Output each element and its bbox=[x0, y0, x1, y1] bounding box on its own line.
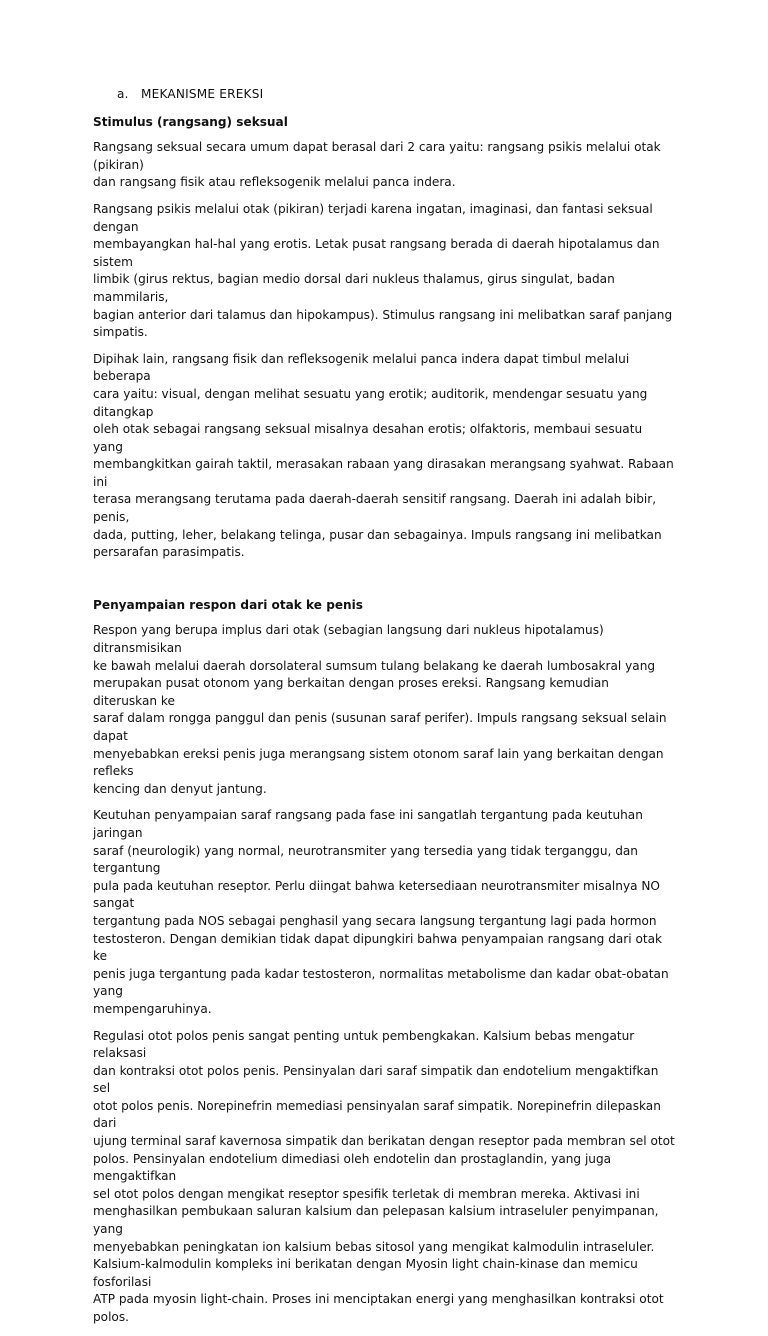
paragraph: Keutuhan penyampaian saraf rangsang pada fase ini sangatlah tergantung pada keutuhan jaringan saraf (neurologik) yang normal, neurotransmiter yang tersedia yang tidak terganggu, dan tergantung pula pada keutuhan reseptor. Perlu diingat bahwa ketersediaan neurotransmiter misalnya NO sangat tergantung pada NOS sebagai penghasil yang secara langsung tergantung lagi pada hormon testosteron. Dengan demikian tidak dapat dipungkiri bahwa penyampaian rangsang dari otak ke penis juga tergantung pada kadar testosteron, normalitas metabolisme dan kadar obat-obatan yang mempengaruhinya. bbox=[93, 808, 669, 1016]
paragraph: Rangsang psikis melalui otak (pikiran) terjadi karena ingatan, imaginasi, dan fantasi seksual dengan membayangkan hal-hal yang erotis. Letak pusat rangsang berada di daerah hipotalamus dan sistem limbik (girus rektus, bagian medio dorsal dari nukleus thalamus, girus singulat, badan mammilaris, bagian anterior dari talamus dan hipokampus). Stimulus rangsang ini melibatkan saraf panjang simpatis. bbox=[93, 201, 673, 340]
subheading-stimulus: Stimulus (rangsang) seksual bbox=[93, 114, 288, 129]
paragraph: Dipihak lain, rangsang fisik dan refleksogenik melalui panca indera dapat timbul melalui beberapa cara yaitu: visual, dengan melihat sesuatu yang erotik; auditorik, mendengar sesuatu yang ditangkap oleh otak sebagai rangsang seksual misalnya desahan erotis; olfaktoris, membaui sesuatu yang membangkitkan gairah taktil, merasakan rabaan yang dirasakan merangsang syahwat. Rabaan ini terasa merangsang terutama pada daerah-daerah sensitif rangsang. Daerah ini adalah bibir, penis, dada, putting, leher, belakang telinga, pusar dan sebagainya. Impuls rangsang ini melibatkan persarafan parasimpatis. bbox=[93, 351, 674, 560]
section-heading bbox=[117, 86, 675, 104]
paragraph: Rangsang seksual secara umum dapat berasal dari 2 cara yaitu: rangsang psikis melalui otak (pikiran) dan rangsang fisik atau refleksogenik melalui panca indera. bbox=[93, 140, 661, 190]
subheading-penyampaian: Penyampaian respon dari otak ke penis bbox=[93, 597, 364, 612]
paragraph: Respon yang berupa implus dari otak (sebagian langsung dari nukleus hipotalamus) ditransmisikan ke bawah melalui daerah dorsolateral sumsum tulang belakang ke daerah lumbosakral yang merupakan pusat otonom yang berkaitan dengan proses ereksi. Rangsang kemudian diteruskan ke saraf dalam rongga panggul dan penis (susunan saraf perifer). Impuls rangsang seksual selain dapat menyebabkan ereksi penis juga merangsang sistem otonom saraf lain yang berkaitan dengan refleks kencing dan denyut jantung. bbox=[93, 623, 667, 796]
section-title: MEKANISME EREKSI bbox=[141, 87, 264, 101]
document-body bbox=[93, 86, 675, 1336]
spacer bbox=[93, 571, 675, 597]
paragraph: Regulasi otot polos penis sangat penting untuk pembengkakan. Kalsium bebas mengatur relaksasi dan kontraksi otot polos penis. Pensinyalan dari saraf simpatik dan endotelium mengaktifkan sel otot polos penis. Norepinefrin memediasi pensinyalan saraf simpatik. Norepinefrin dilepaskan dari ujung terminal saraf kavernosa simpatik dan berikatan dengan reseptor pada membran sel otot polos. Pensinyalan endotelium dimediasi oleh endotelin dan prostaglandin, yang juga mengaktifkan sel otot polos dengan mengikat reseptor spesifik terletak di membran mereka. Aktivasi ini menghasilkan pembukaan saluran kalsium dan pelepasan kalsium intraseluler penyimpanan, yang menyebabkan peningkatan ion kalsium bebas sitosol yang mengikat kalmodulin intraseluler. Kalsium-kalmodulin kompleks ini berikatan dengan Myosin light chain-kinase dan memicu fosforilasi ATP pada myosin light-chain. Proses ini menciptakan energi yang menghasilkan kontraksi otot polos. bbox=[93, 1028, 675, 1324]
section-number: a. bbox=[117, 87, 129, 101]
